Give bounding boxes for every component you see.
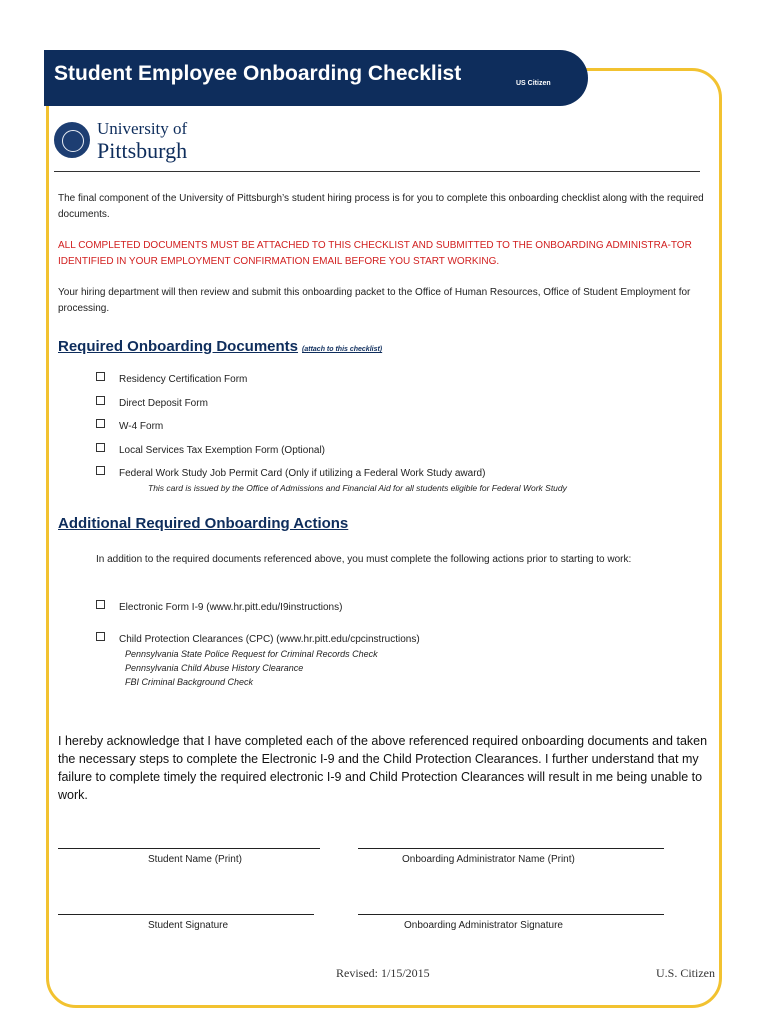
admin-name-label: Onboarding Administrator Name (Print) — [402, 854, 575, 865]
checklist-label: Federal Work Study Job Permit Card (Only if utilizing a Federal Work Study award) — [119, 468, 486, 479]
checkbox[interactable] — [96, 372, 105, 381]
page-title: Student Employee Onboarding Checklist — [54, 62, 462, 85]
checklist-label: W-4 Form — [119, 421, 164, 432]
required-docs-title-text: Required Onboarding Documents — [58, 338, 299, 355]
checklist-item-i9[interactable] — [96, 600, 342, 615]
cpc-sub-child-abuse: Pennsylvania Child Abuse History Clearance — [125, 663, 304, 673]
checkbox[interactable] — [96, 419, 105, 428]
logo-line1: University of — [97, 119, 188, 138]
acknowledgement-text: I hereby acknowledge that I have completed each of the above referenced required onboarding documents and taken the necessary steps to complete the Electronic I-9 and the Child Protection Clearances. I further understand that my failure to complete timely the required electronic I-9 and Child Protection Clearances will result in me being unable to work. — [58, 734, 708, 802]
checkbox[interactable] — [96, 396, 105, 405]
student-signature-line[interactable] — [58, 914, 314, 915]
warning-paragraph: ALL COMPLETED DOCUMENTS MUST BE ATTACHED TO THIS CHECKLIST AND SUBMITTED TO THE ONBOARDING ADMINISTRA-TOR IDENTIFIED IN YOUR EMPLOYMENT CONFIRMATION EMAIL BEFORE YOU START WORKING. — [58, 240, 692, 267]
checklist-item-fws[interactable] — [96, 466, 485, 481]
checklist-item-local-tax[interactable] — [96, 443, 325, 458]
student-signature-label: Student Signature — [148, 920, 229, 931]
checklist-label: Direct Deposit Form — [119, 398, 208, 409]
actions-title: Additional Required Onboarding Actions — [58, 515, 349, 532]
checkbox[interactable] — [96, 466, 105, 475]
checkbox[interactable] — [96, 600, 105, 609]
admin-signature-label: Onboarding Administrator Signature — [404, 920, 563, 931]
processing-paragraph: Your hiring department will then review and submit this onboarding packet to the Office of Human Resources, Office of Student Employment for processing. — [58, 287, 691, 314]
checklist-item-cpc[interactable] — [96, 632, 420, 647]
intro-paragraph: The final component of the University of Pittsburgh’s student hiring process is for you to complete this onboarding checklist along with the required documents. — [58, 193, 704, 220]
cpc-sub-fbi: FBI Criminal Background Check — [125, 677, 254, 687]
admin-name-line[interactable] — [358, 848, 664, 849]
required-docs-title — [58, 338, 382, 355]
cpc-sub-state-police: Pennsylvania State Police Request for Criminal Records Check — [125, 649, 378, 659]
checkbox[interactable] — [96, 443, 105, 452]
checkbox[interactable] — [96, 632, 105, 641]
checklist-label: Child Protection Clearances (CPC) (www.hr.pitt.edu/cpcinstructions) — [119, 634, 420, 645]
university-seal-icon — [54, 122, 90, 158]
checklist-item-direct-deposit[interactable] — [96, 396, 208, 411]
checklist-label: Electronic Form I-9 (www.hr.pitt.edu/I9instructions) — [119, 602, 343, 613]
checklist-item-w4[interactable] — [96, 419, 163, 434]
header-citizen-tag: US Citizen — [516, 80, 551, 87]
actions-intro: In addition to the required documents referenced above, you must complete the following actions prior to starting to work: — [96, 554, 632, 565]
fws-note: This card is issued by the Office of Admissions and Financial Aid for all students eligible for Federal Work Study — [148, 483, 567, 493]
logo-line2: Pittsburgh — [97, 138, 188, 163]
admin-signature-line[interactable] — [358, 914, 664, 915]
header-divider — [54, 171, 700, 172]
checklist-label: Local Services Tax Exemption Form (Optional) — [119, 445, 326, 456]
revised-date: Revised: 1/15/2015 — [336, 966, 430, 980]
checklist-label: Residency Certification Form — [119, 374, 248, 385]
checklist-item-residency[interactable] — [96, 372, 247, 387]
student-name-label: Student Name (Print) — [148, 854, 242, 865]
required-docs-note: (attach to this checklist) — [302, 346, 383, 353]
student-name-line[interactable] — [58, 848, 320, 849]
footer-citizen-tag: U.S. Citizen — [656, 966, 715, 980]
